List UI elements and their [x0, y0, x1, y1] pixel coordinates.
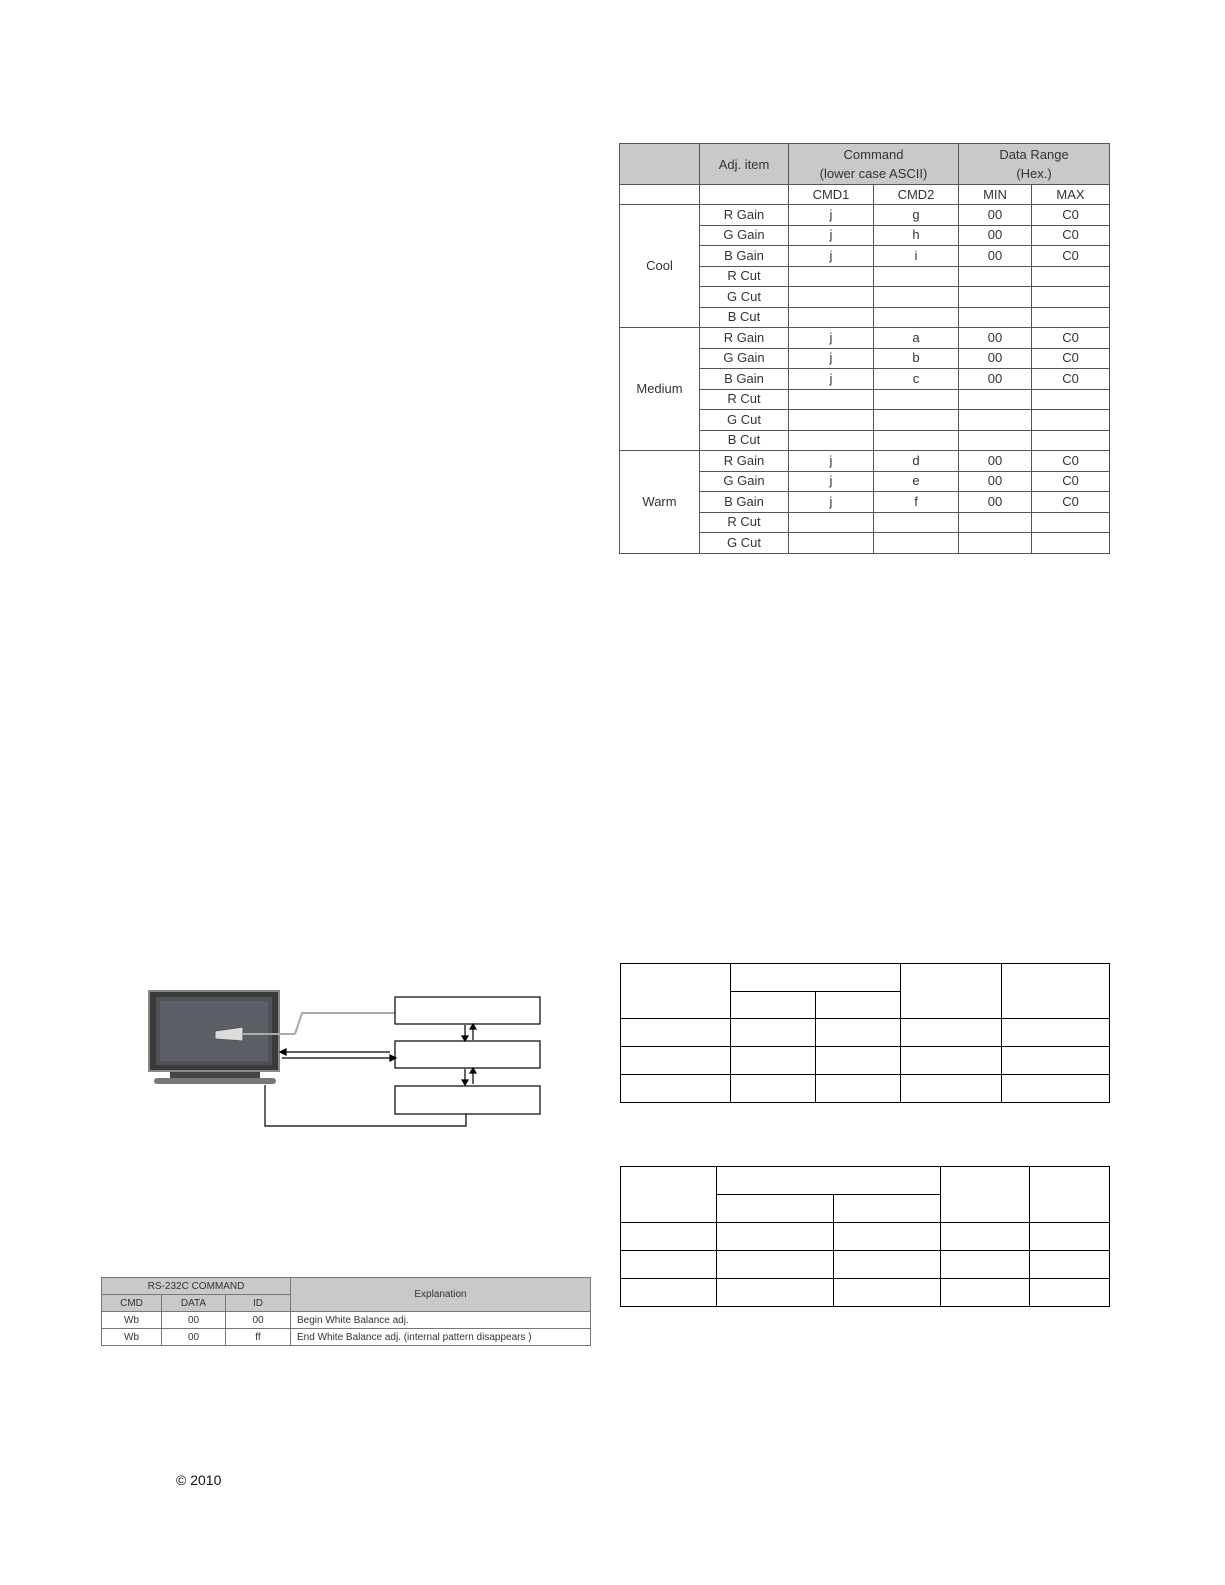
cell-max: C0: [1032, 451, 1110, 472]
table-cell: [621, 1223, 717, 1251]
cell-item: G Gain: [700, 225, 789, 246]
cell-cmd2: f: [874, 492, 959, 513]
cell-min: 00: [959, 471, 1032, 492]
rs-cell-explanation: Begin White Balance adj.: [291, 1312, 591, 1329]
cell-cmd2: i: [874, 246, 959, 267]
rs232c-command-table: [101, 1277, 591, 1346]
cell-min: [959, 410, 1032, 431]
cell-max: C0: [1032, 492, 1110, 513]
cell-min: [959, 533, 1032, 554]
header-command-line1: Command: [843, 147, 904, 162]
table-cell: [1002, 1075, 1110, 1103]
cell-item: B Cut: [700, 430, 789, 451]
cell-max: [1032, 266, 1110, 287]
tv-set-icon: [149, 991, 279, 1084]
table-cell: [621, 1279, 717, 1307]
cell-cmd2: h: [874, 225, 959, 246]
cell-min: [959, 266, 1032, 287]
cell-min: 00: [959, 328, 1032, 349]
cell-max: C0: [1032, 205, 1110, 226]
cell-min: 00: [959, 451, 1032, 472]
diagram-box-middle: [395, 1041, 540, 1068]
white-balance-command-table: [619, 143, 1110, 554]
cell-max: C0: [1032, 246, 1110, 267]
cell-max: [1032, 287, 1110, 308]
cell-cmd1: [789, 287, 874, 308]
cell-cmd2: b: [874, 348, 959, 369]
table-cell: [901, 1047, 1002, 1075]
table-row: [102, 1312, 591, 1329]
cell-cmd1: [789, 307, 874, 328]
table-cell: [816, 1047, 901, 1075]
cell-cmd1: [789, 410, 874, 431]
cell-cmd2: d: [874, 451, 959, 472]
table-cell: [901, 964, 1002, 1019]
table-cell: [717, 1251, 834, 1279]
cell-max: C0: [1032, 369, 1110, 390]
table-cell: [834, 1223, 941, 1251]
cell-min: 00: [959, 205, 1032, 226]
table-cell: [816, 1075, 901, 1103]
table-cell: [621, 1251, 717, 1279]
cell-item: R Cut: [700, 389, 789, 410]
cell-item: G Gain: [700, 348, 789, 369]
cell-cmd1: j: [789, 451, 874, 472]
header-command: [789, 144, 959, 185]
table-cell: [816, 992, 901, 1019]
cell-cmd2: [874, 410, 959, 431]
table-cell: [941, 1167, 1030, 1223]
cell-cmd1: [789, 430, 874, 451]
cell-item: G Cut: [700, 410, 789, 431]
rs-header-data: DATA: [162, 1295, 226, 1312]
cell-min: [959, 430, 1032, 451]
header-command-line2: (lower case ASCII): [819, 166, 928, 181]
cell-min: 00: [959, 246, 1032, 267]
cell-item: G Cut: [700, 287, 789, 308]
cell-cmd2: [874, 307, 959, 328]
cell-cmd1: j: [789, 328, 874, 349]
table-cell: [717, 1279, 834, 1307]
cell-item: B Gain: [700, 369, 789, 390]
table-row: [620, 205, 1110, 226]
cell-cmd2: [874, 533, 959, 554]
subheader-min: MIN: [959, 185, 1032, 205]
cell-max: [1032, 430, 1110, 451]
cell-cmd2: a: [874, 328, 959, 349]
cell-cmd1: [789, 266, 874, 287]
subheader-max: MAX: [1032, 185, 1110, 205]
subheader-blank-2: [700, 185, 789, 205]
empty-table-2: [620, 1166, 1110, 1307]
cell-min: 00: [959, 492, 1032, 513]
cell-cmd1: j: [789, 471, 874, 492]
header-data-range: [959, 144, 1110, 185]
cell-cmd2: [874, 266, 959, 287]
rs-cell-id: ff: [226, 1329, 291, 1346]
rs-header-id: ID: [226, 1295, 291, 1312]
subheader-cmd2: CMD2: [874, 185, 959, 205]
cell-item: G Cut: [700, 533, 789, 554]
table-cell: [1030, 1223, 1110, 1251]
table-cell: [621, 1075, 731, 1103]
table-cell: [717, 1195, 834, 1223]
group-label: Medium: [620, 328, 700, 451]
cell-max: [1032, 410, 1110, 431]
cell-cmd2: c: [874, 369, 959, 390]
cell-min: [959, 389, 1032, 410]
cell-max: C0: [1032, 328, 1110, 349]
table-cell: [901, 1075, 1002, 1103]
rs-cell-cmd: Wb: [102, 1312, 162, 1329]
cell-item: R Cut: [700, 266, 789, 287]
table-cell: [731, 1047, 816, 1075]
cell-cmd2: [874, 287, 959, 308]
cell-item: B Cut: [700, 307, 789, 328]
cell-cmd2: [874, 389, 959, 410]
cell-max: [1032, 533, 1110, 554]
cell-cmd1: j: [789, 492, 874, 513]
table-cell: [1030, 1251, 1110, 1279]
subheader-blank-1: [620, 185, 700, 205]
cell-cmd1: j: [789, 246, 874, 267]
table-cell: [1030, 1279, 1110, 1307]
rs-header-command: RS-232C COMMAND: [102, 1278, 291, 1295]
cell-max: [1032, 307, 1110, 328]
subheader-cmd1: CMD1: [789, 185, 874, 205]
table-cell: [731, 992, 816, 1019]
header-adj-item: Adj. item: [700, 144, 789, 185]
cell-cmd2: [874, 512, 959, 533]
table-cell: [621, 1047, 731, 1075]
empty-table-1: [620, 963, 1110, 1103]
table-cell: [717, 1167, 941, 1195]
cell-cmd1: j: [789, 225, 874, 246]
cell-max: C0: [1032, 348, 1110, 369]
cell-min: [959, 287, 1032, 308]
cell-item: R Gain: [700, 451, 789, 472]
header-range-line2: (Hex.): [1016, 166, 1052, 181]
header-blank: [620, 144, 700, 185]
table-cell: [621, 964, 731, 1019]
table-cell: [834, 1195, 941, 1223]
rs-cell-id: 00: [226, 1312, 291, 1329]
table-cell: [621, 1019, 731, 1047]
cell-min: [959, 512, 1032, 533]
rs-cell-cmd: Wb: [102, 1329, 162, 1346]
rs-cell-data: 00: [162, 1312, 226, 1329]
table-cell: [941, 1223, 1030, 1251]
cell-item: G Gain: [700, 471, 789, 492]
table-cell: [834, 1251, 941, 1279]
rs-cell-data: 00: [162, 1329, 226, 1346]
table-cell: [731, 1019, 816, 1047]
table-cell: [731, 1075, 816, 1103]
diagram-box-top: [395, 997, 540, 1024]
cell-cmd1: [789, 512, 874, 533]
cell-cmd2: g: [874, 205, 959, 226]
copyright-text: © 2010: [176, 1472, 222, 1488]
cell-item: B Gain: [700, 246, 789, 267]
cell-max: C0: [1032, 225, 1110, 246]
table-cell: [1030, 1167, 1110, 1223]
table-row: [620, 451, 1110, 472]
group-label: Cool: [620, 205, 700, 328]
cell-cmd1: [789, 533, 874, 554]
table-row: [620, 328, 1110, 349]
cell-item: B Gain: [700, 492, 789, 513]
cell-min: 00: [959, 369, 1032, 390]
table-cell: [901, 1019, 1002, 1047]
table-cell: [731, 964, 901, 992]
table-cell: [816, 1019, 901, 1047]
diagram-box-bottom: [395, 1086, 540, 1114]
rs232-link-arrow-icon: [280, 1049, 396, 1061]
group-label: Warm: [620, 451, 700, 554]
cell-max: [1032, 389, 1110, 410]
cell-max: [1032, 512, 1110, 533]
probe-cable-line: [295, 1013, 395, 1034]
cell-min: [959, 307, 1032, 328]
rs-cell-explanation: End White Balance adj. (internal pattern disappears ): [291, 1329, 591, 1346]
cell-cmd2: e: [874, 471, 959, 492]
cell-cmd2: [874, 430, 959, 451]
rs-header-explanation: Explanation: [291, 1278, 591, 1312]
table-cell: [941, 1251, 1030, 1279]
table-cell: [834, 1279, 941, 1307]
cell-cmd1: j: [789, 205, 874, 226]
cell-min: 00: [959, 225, 1032, 246]
connection-diagram: [140, 985, 550, 1130]
rs-header-cmd: CMD: [102, 1295, 162, 1312]
table-cell: [717, 1223, 834, 1251]
cell-cmd1: [789, 389, 874, 410]
table-cell: [1002, 1019, 1110, 1047]
cell-item: R Gain: [700, 205, 789, 226]
cell-cmd1: j: [789, 348, 874, 369]
table-cell: [1002, 964, 1110, 1019]
table-cell: [941, 1279, 1030, 1307]
cell-item: R Gain: [700, 328, 789, 349]
command-table-body: [620, 205, 1110, 554]
cell-max: C0: [1032, 471, 1110, 492]
cell-item: R Cut: [700, 512, 789, 533]
cell-min: 00: [959, 348, 1032, 369]
table-cell: [621, 1167, 717, 1223]
header-range-line1: Data Range: [999, 147, 1069, 162]
table-cell: [1002, 1047, 1110, 1075]
table-row: [102, 1329, 591, 1346]
cell-cmd1: j: [789, 369, 874, 390]
